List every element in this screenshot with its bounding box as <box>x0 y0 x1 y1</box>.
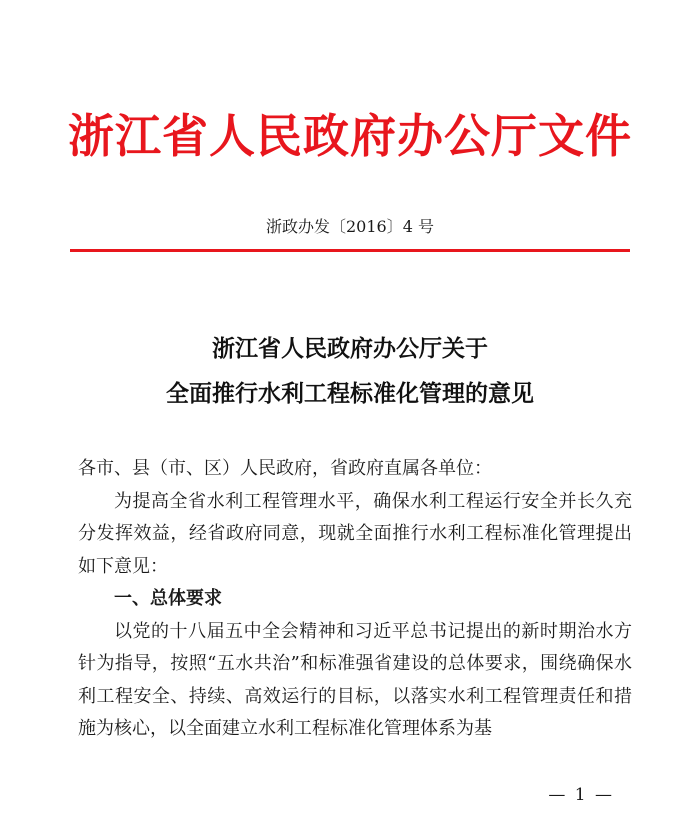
document-body <box>78 453 632 746</box>
document-title <box>0 332 700 411</box>
document-number: 浙政办发〔2016〕4 号 <box>266 217 434 236</box>
paragraph-general-requirements: 以党的十八届五中全会精神和习近平总书记提出的新时期治水方针为指导，按照“五水共治”和标准强省建设的总体要求，围绕确保水利工程安全、持续、高效运行的目标，以落实水利工程管理责任和措施为核心，以全面建立水利工程标准化管理体系为基 <box>78 620 632 739</box>
paragraph-intro: 为提高全省水利工程管理水平，确保水利工程运行安全并长久充分发挥效益，经省政府同意，现就全面推行水利工程标准化管理提出如下意见： <box>78 490 632 577</box>
section-heading-general-requirements: 一、总体要求 <box>114 588 222 609</box>
red-divider-rule <box>70 249 630 252</box>
salutation: 各市、县（市、区）人民政府，省政府直属各单位： <box>78 458 492 479</box>
page-number: — 1 — <box>548 785 614 805</box>
issuer-header: 浙江省人民政府办公厅文件 <box>68 109 632 163</box>
document-title-line-1: 浙江省人民政府办公厅关于 <box>212 336 488 362</box>
document-title-line-2: 全面推行水利工程标准化管理的意见 <box>166 381 534 407</box>
